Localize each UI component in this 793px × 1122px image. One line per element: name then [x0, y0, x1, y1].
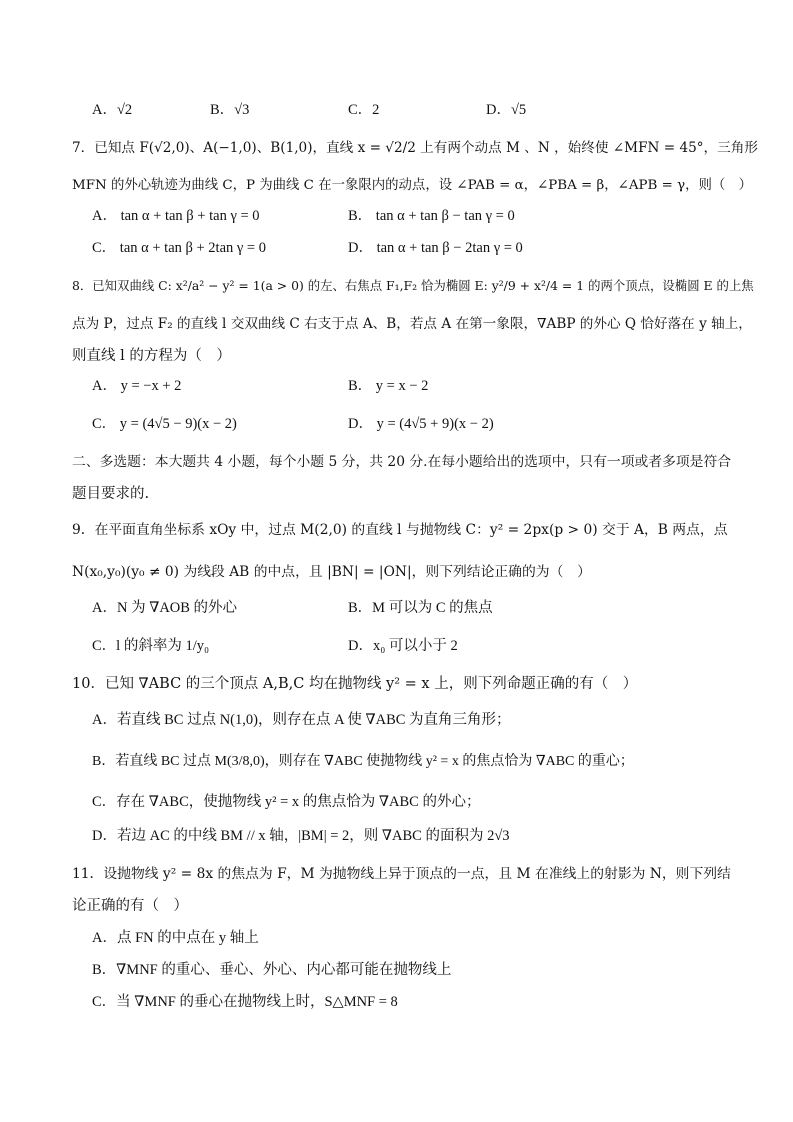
q6-option-a: A．√2 — [92, 102, 133, 118]
section2-heading-line1: 二、多选题：本大题共 4 小题，每个小题 5 分，共 20 分.在每小题给出的选项中，只有一项或者多项是符合 — [72, 454, 732, 470]
q6-option-c: C．2 — [348, 102, 380, 118]
q7-stem-line1: 7．已知点 F(√2,0)、A(−1,0)、B(1,0)，直线 x = √2/2 上有两个动点 M 、N ，始终使 ∠MFN = 45°，三角形 — [72, 140, 758, 156]
q11-option-c: C．当 ∇MNF 的垂心在抛物线上时，S△MNF = 8 — [92, 994, 398, 1010]
q8-option-a: A． y = −x + 2 — [92, 378, 182, 394]
q8-stem-line1: 8．已知双曲线 C: x²/a² − y² = 1(a > 0) 的左、右焦点 F₁,F₂ 恰为椭圆 E: y²/9 + x²/4 = 1 的两个顶点，设椭圆 E 的上焦 — [72, 278, 754, 293]
q8-option-b: B． y = x − 2 — [348, 378, 429, 394]
q11-stem-line2: 论正确的有（ ） — [72, 898, 188, 914]
q8-option-d: D． y = (4√5 + 9)(x − 2) — [348, 416, 494, 432]
q6-option-d: D．√5 — [486, 102, 527, 118]
q9-option-d: D．x₀ 可以小于 2 — [348, 638, 458, 654]
q10-stem-line1: 10．已知 ∇ABC 的三个顶点 A,B,C 均在抛物线 y² = x 上，则下列命题正确的有（ ） — [72, 676, 638, 692]
q8-stem-line2: 点为 P，过点 F₂ 的直线 l 交双曲线 C 右支于点 A、B，若点 A 在第一象限，∇ABP 的外心 Q 恰好落在 y 轴上， — [72, 316, 752, 332]
section2-heading-line2: 题目要求的. — [72, 486, 150, 502]
q8-option-c: C． y = (4√5 − 9)(x − 2) — [92, 416, 237, 432]
q9-stem-line1: 9．在平面直角坐标系 xOy 中，过点 M(2,0) 的直线 l 与抛物线 C：y² = 2px(p > 0) 交于 A，B 两点，点 — [72, 522, 728, 538]
q9-stem-line2: N(x₀,y₀)(y₀ ≠ 0) 为线段 AB 的中点，且 |BN| = |ON|，则下列结论正确的为（ ） — [72, 564, 591, 580]
q7-option-c: C． tan α + tan β + 2tan γ = 0 — [92, 240, 266, 256]
q8-stem-line3: 则直线 l 的方程为（ ） — [72, 348, 231, 364]
q7-option-b: B． tan α + tan β − tan γ = 0 — [348, 208, 515, 224]
q6-option-b: B．√3 — [210, 102, 250, 118]
q10-option-b: B．若直线 BC 过点 M(3/8,0)，则存在 ∇ABC 使抛物线 y² = x 的焦点恰为 ∇ABC 的重心； — [92, 754, 634, 769]
q7-option-d: D． tan α + tan β − 2tan γ = 0 — [348, 240, 523, 256]
q9-option-a: A．N 为 ∇AOB 的外心 — [92, 600, 238, 616]
q7-stem-line2: MFN 的外心轨迹为曲线 C，P 为曲线 C 在一象限内的动点，设 ∠PAB = α，∠PBA = β，∠APB = γ，则（ ） — [72, 178, 753, 193]
q7-option-a: A． tan α + tan β + tan γ = 0 — [92, 208, 260, 224]
q10-option-a: A．若直线 BC 过点 N(1,0)，则存在点 A 使 ∇ABC 为直角三角形； — [92, 712, 511, 728]
q10-option-c: C．存在 ∇ABC，使抛物线 y² = x 的焦点恰为 ∇ABC 的外心； — [92, 794, 481, 810]
q9-option-c: C．l 的斜率为 1/y₀ — [92, 638, 210, 654]
q11-option-a: A．点 FN 的中点在 y 轴上 — [92, 930, 259, 946]
q11-stem-line1: 11．设抛物线 y² = 8x 的焦点为 F，M 为抛物线上异于顶点的一点，且 M 在准线上的射影为 N，则下列结 — [72, 866, 731, 882]
q11-option-b: B．∇MNF 的重心、垂心、外心、内心都可能在抛物线上 — [92, 962, 452, 978]
q10-option-d: D．若边 AC 的中线 BM // x 轴，|BM| = 2，则 ∇ABC 的面积为 2√3 — [92, 828, 510, 844]
q9-option-b: B．M 可以为 C 的焦点 — [348, 600, 493, 616]
